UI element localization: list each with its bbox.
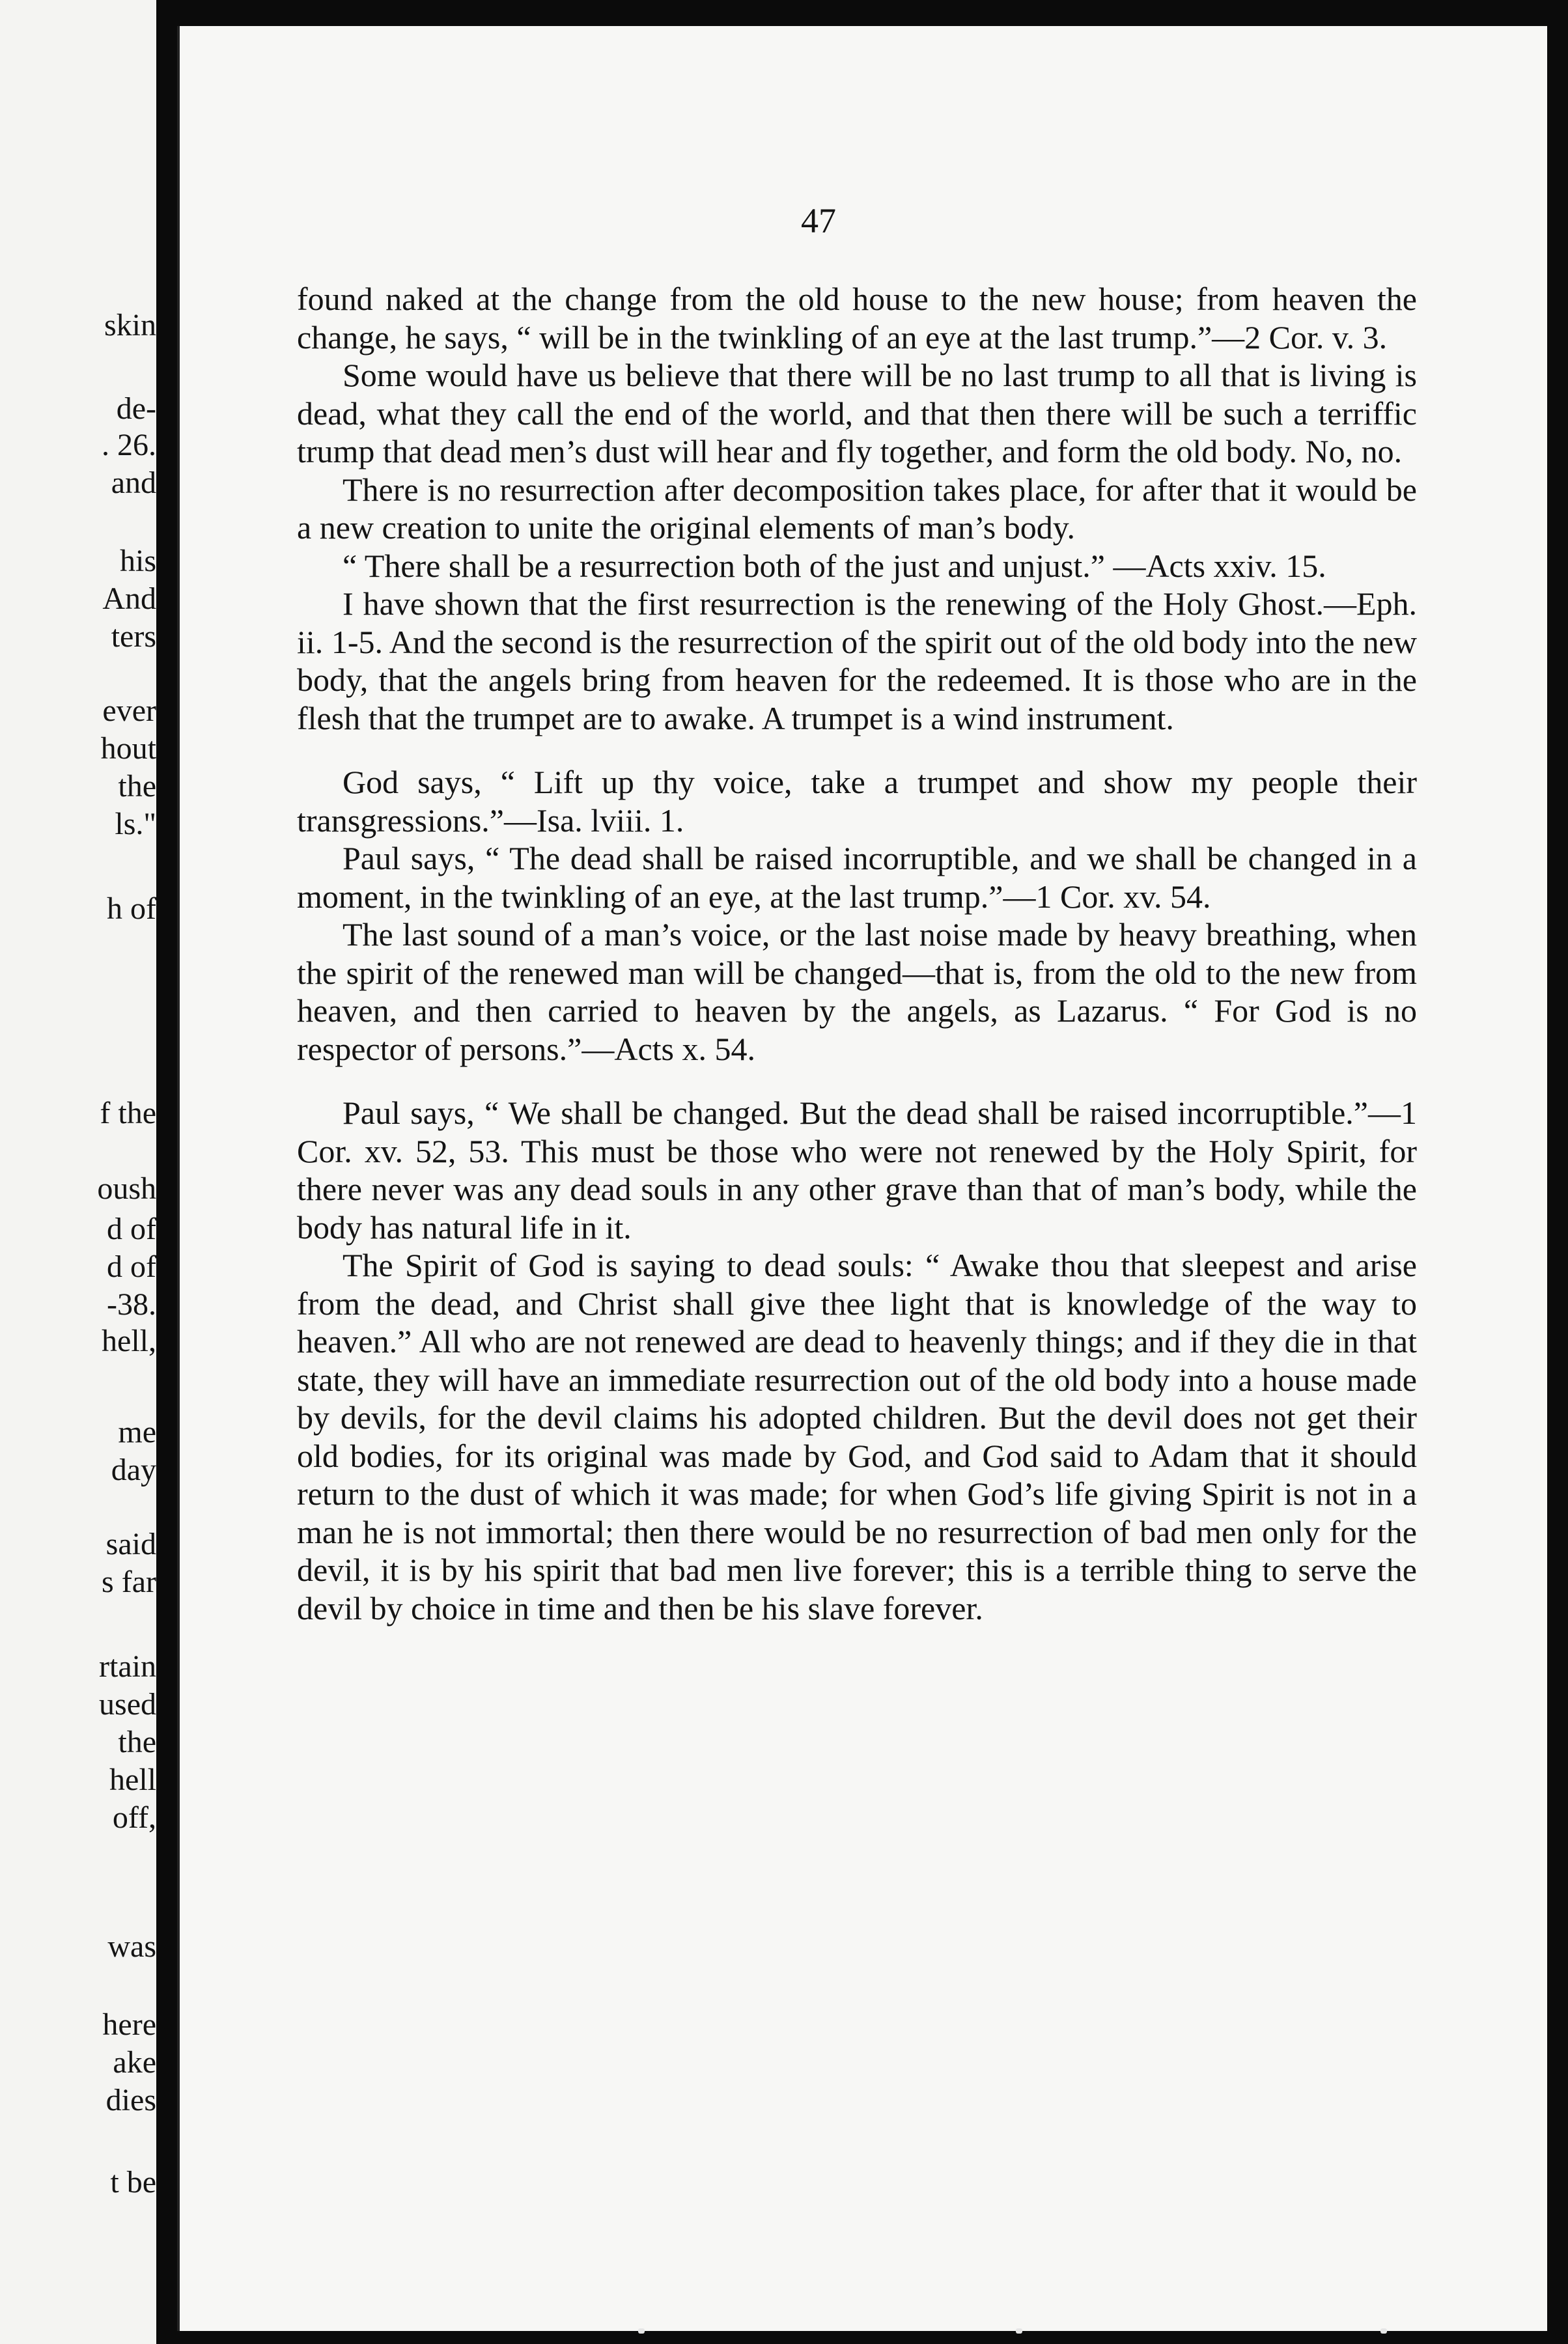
- paragraph: The Spirit of God is saying to dead souls: “ Awake thou that sleepest and arise from the dead, and Christ shall give thee light that is knowledge of the way to heaven.” All who are not renewed are dead to heavenly things; and if they die in that state, they will have an immediate resurrection out of the old body into a house made by devils, for the devil claims his adopted children. But the devil does not get their old bodies, for its original was made by God, and God said to Adam that it should return to the dust of which it was made; for when God’s life giving Spirit is not in a man he is not immortal; then there would be no resurrection of bad men only for the devil, it is by his spirit that bad men live forever; this is a terrible thing to serve the devil by choice in time and then be his slave forever.: [297, 1247, 1417, 1626]
- left-page-text-fragment: his: [119, 544, 156, 578]
- left-page-text-fragment: said: [105, 1527, 156, 1561]
- left-page-text-fragment: day: [111, 1453, 156, 1487]
- left-page-text-fragment: used: [99, 1687, 156, 1722]
- left-page-text-fragment: d of: [107, 1212, 156, 1246]
- paragraph: God says, “ Lift up thy voice, take a trumpet and show my people their transgressions.”—Isa. lviii. 1.: [297, 764, 1417, 839]
- book-page: [177, 26, 1547, 2331]
- scan-speck: [1016, 2328, 1022, 2334]
- left-page-text-fragment: oush: [97, 1171, 156, 1206]
- left-page-text-fragment: t be: [110, 2165, 156, 2199]
- left-page-text-fragment: hell: [109, 1763, 156, 1797]
- left-page-text-fragment: ls.": [115, 807, 156, 841]
- left-page-text-fragment: de-: [116, 391, 156, 426]
- left-page-text-fragment: ters: [111, 619, 156, 654]
- paragraph: found naked at the change from the old house to the new house; from heaven the change, he says, “ will be in the twinkling of an eye at the last trump.”—2 Cor. v. 3.: [297, 281, 1417, 356]
- paragraph: There is no resurrection after decomposition takes place, for after that it would be a new creation to unite the original elements of man’s body.: [297, 471, 1417, 546]
- paragraph: The last sound of a man’s voice, or the last noise made by heavy breathing, when the spirit of the renewed man will be changed—that is, from the old to the new from heaven, and then carried to heaven by the angels, as Lazarus. “ For God is no respector of persons.”—Acts x. 54.: [297, 916, 1417, 1067]
- left-page-text-fragment: ake: [113, 2045, 156, 2080]
- left-page-text-fragment: and: [111, 466, 156, 500]
- left-page-text-fragment: the: [118, 1725, 156, 1759]
- left-page-edge: [0, 0, 156, 2344]
- scan-speck: [1380, 2328, 1387, 2334]
- left-page-text-fragment: rtain: [99, 1649, 156, 1684]
- left-page-text-fragment: h of: [107, 891, 156, 926]
- scan-speck: [638, 2328, 645, 2334]
- left-page-text-fragment: . 26.: [102, 428, 156, 462]
- left-page-text-fragment: And: [102, 581, 156, 616]
- paragraph: Paul says, “ The dead shall be raised incorruptible, and we shall be changed in a moment, in the twinkling of an eye, at the last trump.”—1 Cor. xv. 54.: [297, 840, 1417, 915]
- left-page-text-fragment: was: [107, 1929, 156, 1964]
- left-page-text-fragment: f the: [100, 1096, 156, 1130]
- left-page-text-fragment: hout: [100, 731, 156, 766]
- left-page-text-fragment: the: [118, 769, 156, 803]
- paragraph: I have shown that the first resurrection is the renewing of the Holy Ghost.—Eph. ii. 1-5. And the second is the resurrection of the spirit out of the old body into the new body, that the angels bring from heaven for the redeemed. It is those who are in the flesh that the trumpet are to awake. A trumpet is a wind instrument.: [297, 585, 1417, 736]
- left-page-text-fragment: me: [118, 1415, 156, 1449]
- left-page-text-fragment: skin: [104, 308, 156, 342]
- left-page-text-fragment: off,: [112, 1800, 156, 1835]
- left-page-text-fragment: d of: [107, 1249, 156, 1284]
- page-text: [297, 280, 1417, 1627]
- paragraph: “ There shall be a resurrection both of the just and unjust.” —Acts xxiv. 15.: [343, 547, 1326, 584]
- left-page-text-fragment: ever: [102, 693, 156, 728]
- paragraph: Paul says, “ We shall be changed. But the dead shall be raised incorruptible.”—1 Cor. xv. 52, 53. This must be those who were not renewed by the Holy Spirit, for there never was any dead souls in any other grave than that of man’s body, while the body has natural life in it.: [297, 1095, 1417, 1246]
- left-page-text-fragment: s far: [102, 1565, 156, 1599]
- left-page-text-fragment: -38.: [107, 1287, 156, 1322]
- left-page-text-fragment: dies: [105, 2083, 156, 2117]
- page-number: 47: [801, 201, 836, 240]
- left-page-text-fragment: hell,: [102, 1324, 156, 1358]
- left-page-text-fragment: here: [102, 2007, 156, 2042]
- paragraph: Some would have us believe that there will be no last trump to all that is living is dead, what they call the end of the world, and that then there will be such a terriffic trump that dead men’s dust will hear and fly together, and form the old body. No, no.: [297, 357, 1417, 469]
